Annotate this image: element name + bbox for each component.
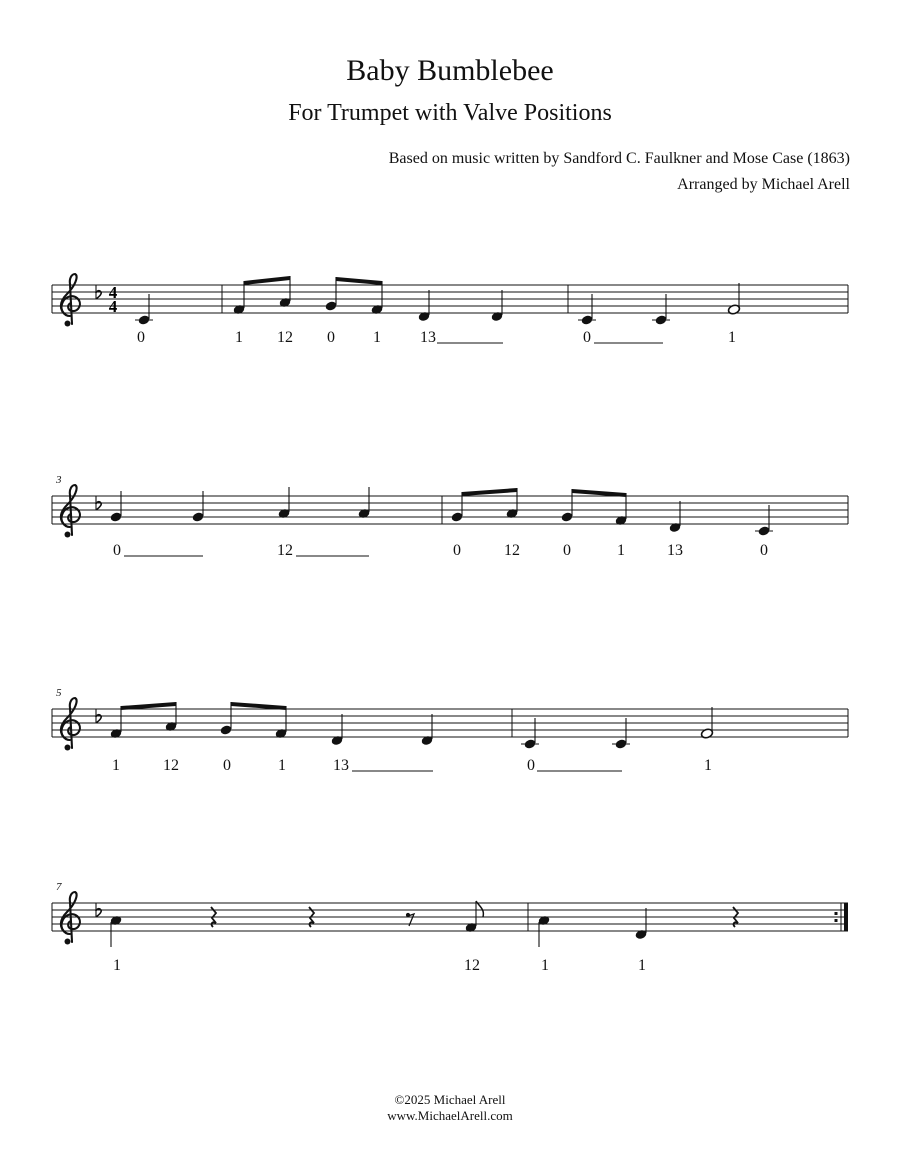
piece-title: Baby Bumblebee xyxy=(346,54,554,87)
treble-clef-icon xyxy=(61,274,80,327)
measure-number: 3 xyxy=(56,474,62,486)
valve-number: 0 xyxy=(137,329,145,346)
valve-number: 0 xyxy=(223,757,231,774)
valve-number: 12 xyxy=(504,542,520,559)
staff-system-4 xyxy=(52,881,848,974)
staff-system-1 xyxy=(52,274,848,346)
valve-number: 1 xyxy=(112,757,120,774)
treble-clef-icon xyxy=(61,485,80,538)
valve-number: 12 xyxy=(464,957,480,974)
treble-clef-icon xyxy=(61,892,80,945)
valve-number: 0 xyxy=(583,329,591,346)
treble-clef-icon xyxy=(61,698,80,751)
valve-number: 1 xyxy=(728,329,736,346)
valve-number: 0 xyxy=(113,542,121,559)
valve-number: 13 xyxy=(667,542,683,559)
valve-number: 1 xyxy=(541,957,549,974)
valve-number: 1 xyxy=(617,542,625,559)
time-signature-bottom: 4 xyxy=(108,297,118,316)
valve-number: 1 xyxy=(373,329,381,346)
valve-number: 13 xyxy=(420,329,436,346)
measure-number: 5 xyxy=(56,687,62,699)
piece-subtitle: For Trumpet with Valve Positions xyxy=(288,100,612,126)
valve-number: 0 xyxy=(563,542,571,559)
valve-number: 12 xyxy=(163,757,179,774)
time-signature-top: 4 xyxy=(108,283,118,302)
valve-number: 1 xyxy=(638,957,646,974)
composer-credit: Based on music written by Sandford C. Faulkner and Mose Case (1863) xyxy=(388,150,850,167)
staff-system-3 xyxy=(52,687,848,774)
copyright: ©2025 Michael Arell xyxy=(394,1092,506,1107)
arranger-credit: Arranged by Michael Arell xyxy=(677,176,850,193)
valve-number: 1 xyxy=(113,957,121,974)
valve-number: 1 xyxy=(704,757,712,774)
valve-number: 12 xyxy=(277,542,293,559)
valve-number: 13 xyxy=(333,757,349,774)
staff-system-2 xyxy=(52,474,848,559)
website-link[interactable]: www.MichaelArell.com xyxy=(387,1108,513,1123)
valve-number: 0 xyxy=(527,757,535,774)
valve-number: 0 xyxy=(760,542,768,559)
valve-number: 1 xyxy=(278,757,286,774)
measure-number: 7 xyxy=(56,881,62,893)
valve-number: 12 xyxy=(277,329,293,346)
valve-number: 0 xyxy=(327,329,335,346)
valve-number: 0 xyxy=(453,542,461,559)
valve-number: 1 xyxy=(235,329,243,346)
